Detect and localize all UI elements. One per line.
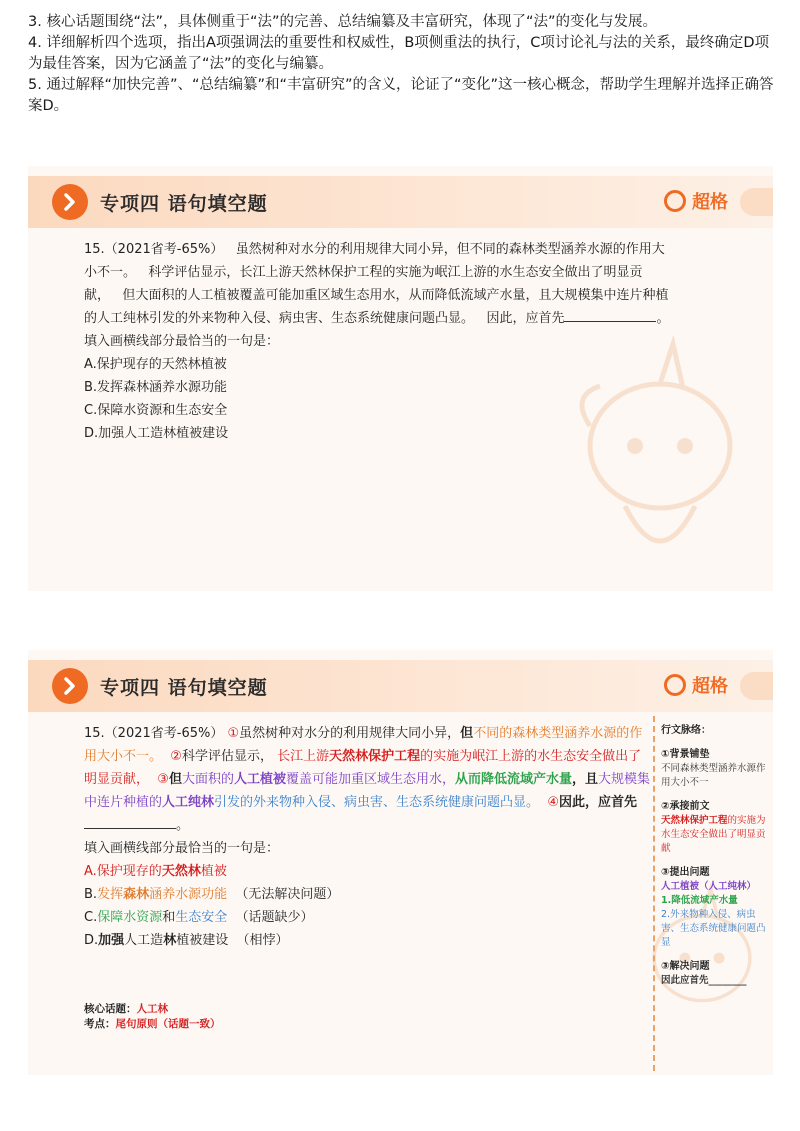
chevron-right-icon [52, 184, 88, 220]
stem-s2c: 的实施为岷江上游的水生态安全做出了明显贡献， [84, 749, 642, 787]
intro-line-3: 3. 核心话题围绕“法”，具体侧重于“法”的完善、总结编纂及丰富研究，体现了“法”的变化与发展。 [28, 14, 658, 30]
slide-title: 专项四 语句填空题 [100, 193, 268, 215]
stem-s1c: 不同的森林类型涵养水源的作用大小不一。 [84, 242, 665, 280]
stem-s3f: ，且 [525, 288, 552, 303]
opt-d-a: D. [84, 933, 99, 948]
marker-1: ① [227, 726, 240, 741]
opt-c-pre: C. [84, 910, 98, 925]
core-topic [84, 1002, 221, 1017]
opt-a-post: 植被 [200, 864, 227, 879]
key-points [84, 1002, 221, 1032]
chevron-right-icon [52, 668, 88, 704]
intro-line-5: 5. 通过解释“加快完善”、“总结编纂”和“丰富研究”的含义，论证了“变化”这一核心概念，帮助学生理解并选择正确答案D。 [28, 77, 774, 114]
opt-b-kw: 森林 [123, 887, 150, 902]
annotated-option-a [84, 860, 652, 883]
stem-s3i: 引发的外来物种入侵、病虫害、生态系统健康问题凸显。 [214, 795, 540, 810]
brand-logo [664, 672, 728, 698]
sidebar-p3-b: 1.降低流域产水量 [661, 895, 738, 906]
opt-c-b: 生态安全 [175, 910, 228, 925]
opt-b-pre: B. [84, 887, 98, 902]
opt-d-e: 植被建设 [176, 933, 229, 948]
option-d: D.加强人工造林植被建设 [84, 426, 229, 441]
opt-b-b: 涵养水源功能 [149, 887, 228, 902]
stem-s3g: 大规模集中连片种植的 [84, 772, 651, 810]
sidebar-p2-kw: 天然林保护工程 [661, 815, 728, 826]
stem-s2a: 长江上游 [239, 265, 292, 280]
stem-s3d: 覆盖可能加重区域生态用水， [239, 288, 409, 303]
annotated-option-b [84, 883, 652, 906]
test-point-value: 尾句原则（话题一致） [115, 1018, 221, 1030]
opt-d-note: （相悖） [236, 933, 289, 948]
stem-s3c: 人工植被 [187, 288, 240, 303]
test-point-label: 考点： [84, 1018, 116, 1030]
brand-g-icon [664, 190, 686, 212]
stem-s3h: 人工纯林 [97, 311, 150, 326]
stem-s1: 虽然树种对水分的利用规律大同小异， [235, 242, 457, 257]
stem-s3b: 大面积的 [181, 772, 234, 787]
sidebar-heading: 行文脉络： [661, 725, 711, 736]
question-number: 15.（2021省考-65%） [84, 242, 224, 257]
stem-s4b: ，应首先 [512, 311, 565, 326]
option-a: A.保护现存的天然林植被 [84, 357, 227, 372]
spacer [661, 950, 769, 960]
marker-4: ④ [547, 795, 559, 810]
stem-s3b: 大面积的 [135, 288, 188, 303]
opt-d-c: 人工造 [124, 933, 164, 948]
marker-2: ② [170, 749, 182, 764]
sidebar-p2-text [661, 814, 769, 856]
core-topic-value: 人工林 [136, 1003, 168, 1015]
annotated-stem [84, 722, 652, 837]
stem-s2b: 天然林保护工程 [291, 265, 383, 280]
intro-text [28, 12, 776, 117]
sidebar-p4-text: 因此应首先________ [661, 975, 747, 986]
opt-b-a: 发挥 [97, 887, 124, 902]
stem-s3i: 引发的外来物种入侵、病虫害、生态系统健康问题凸显。 [149, 311, 475, 326]
structure-sidebar [661, 724, 769, 988]
stem-s3e: 从而降低流域产水量 [455, 772, 573, 787]
stem-s4a: 因此 [486, 311, 513, 326]
sidebar-p2-rest: 的实施为水生态安全做出了明显贡献 [661, 815, 766, 854]
spacer [661, 790, 769, 800]
marker-3: ③ [157, 772, 169, 787]
core-topic-label: 核心话题： [84, 1003, 137, 1015]
slide-title: 专项四 语句填空题 [100, 677, 268, 699]
stem-s3h: 人工纯林 [162, 795, 215, 810]
stem-s3g: 大规模集中连片种植的 [84, 288, 669, 326]
brand-logo [664, 188, 728, 214]
spacer [661, 856, 769, 866]
opt-c-and: 和 [162, 910, 176, 925]
stem-s3e: 从而降低流域产水量 [408, 288, 526, 303]
question-number: 15.（2021省考-65%） [84, 726, 224, 741]
stem-s3a: 但 [168, 772, 182, 787]
spacer [661, 738, 769, 748]
stem-s2b: 天然林保护工程 [329, 749, 421, 764]
answer-blank [84, 814, 176, 829]
stem-s3c: 人工植被 [233, 772, 286, 787]
intro-line-4: 4. 详细解析四个选项，指出A项强调法的重要性和权威性，B项侧重法的执行，C项讨论礼与法的关系，最终确定D项为最佳答案，因为它涵盖了“法”的变化与编纂。 [28, 35, 770, 72]
question-prompt: 填入画横线部分最恰当的一句是： [84, 841, 280, 856]
sidebar-p1-text: 不同森林类型涵养水源作用大小不一 [661, 763, 766, 788]
sidebar-p1-title: ①背景铺垫 [661, 749, 710, 760]
sidebar-p3-title: ③提出问题 [661, 867, 710, 878]
header-pill [740, 672, 773, 700]
stem-s2c: 的实施为岷江上游的水生态安全做出了明显贡献， [84, 265, 643, 303]
brand-g-icon [664, 674, 686, 696]
question-body [84, 238, 674, 445]
stem-s2: 科学评估显示， [181, 749, 273, 764]
slide-question [28, 166, 773, 591]
stem-s1b: 但 [456, 242, 470, 257]
slide-analysis [28, 650, 773, 1075]
opt-c-a: 保障水资源 [97, 910, 163, 925]
question-stem [84, 238, 674, 330]
sidebar-p2-title: ②承接前文 [661, 801, 710, 812]
opt-a-kw: 天然林 [161, 864, 201, 879]
option-c: C.保障水资源和生态安全 [84, 403, 228, 418]
test-point [84, 1017, 221, 1032]
annotated-option-c [84, 906, 652, 929]
opt-d-d: 林 [163, 933, 177, 948]
sidebar-p4-title: ③解决问题 [661, 961, 710, 972]
stem-s4a: 因此 [558, 795, 585, 810]
stem-s3d: 覆盖可能加重区域生态用水， [285, 772, 455, 787]
answer-blank [564, 307, 656, 322]
option-b: B.发挥森林涵养水源功能 [84, 380, 228, 395]
stem-s3f: ，且 [572, 772, 599, 787]
opt-d-b: 加强 [98, 933, 125, 948]
opt-a-pre: A.保护现存的 [84, 864, 162, 879]
dashed-divider [653, 716, 655, 1071]
stem-s1: 虽然树种对水分的利用规律大同小异， [239, 726, 461, 741]
sidebar-p3-c: 2.外来物种入侵、病虫害、生态系统健康问题凸显 [661, 909, 766, 948]
opt-b-note: （无法解决问题） [235, 887, 340, 902]
brand-name: 超格 [692, 192, 728, 213]
opt-c-note: （话题缺少） [235, 910, 314, 925]
stem-s4b: ，应首先 [584, 795, 637, 810]
annotated-option-d [84, 929, 652, 952]
header-pill [740, 188, 773, 216]
question-prompt: 填入画横线部分最恰当的一句是： [84, 334, 280, 349]
stem-s1c: 不同的森林类型涵养水源的作用大小不一。 [84, 726, 643, 764]
sidebar-p3-a: 人工植被（人工纯林） [661, 881, 757, 892]
stem-s3a: 但 [122, 288, 136, 303]
stem-s1b: 但 [460, 726, 474, 741]
brand-name: 超格 [692, 676, 728, 697]
stem-s2a: 长江上游 [277, 749, 330, 764]
stem-end: 。 [656, 311, 670, 326]
stem-end: 。 [176, 818, 190, 833]
stem-s2: 科学评估显示， [148, 265, 240, 280]
annotated-question-body [84, 722, 652, 952]
